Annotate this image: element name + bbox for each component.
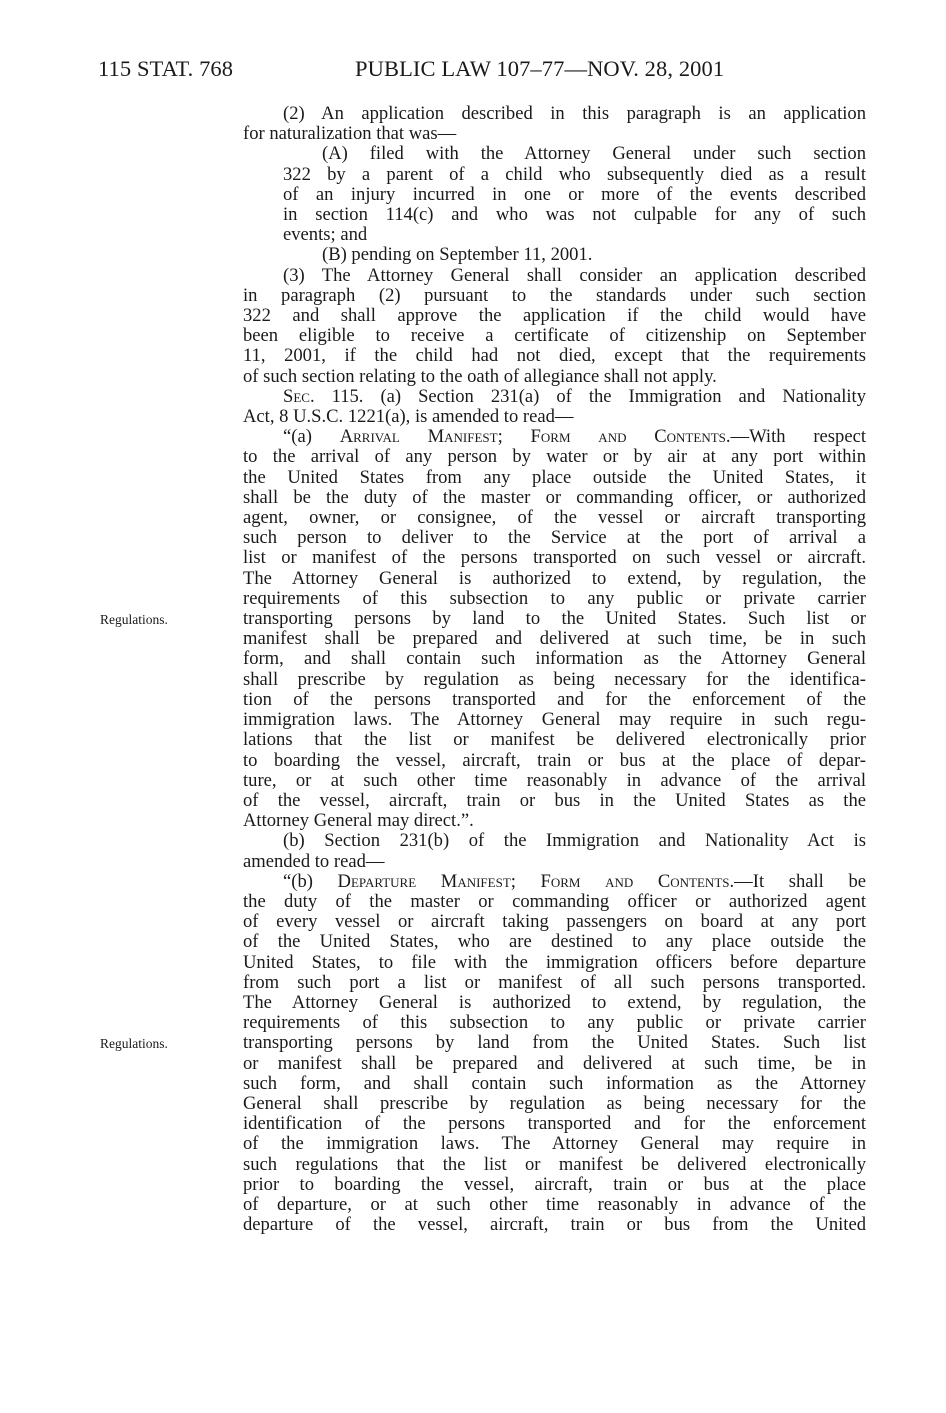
text-line bbox=[243, 932, 866, 952]
line-text: of the immigration laws. The Attorney General may require in bbox=[243, 1133, 866, 1155]
line-text: tion of the persons transported and for the enforcement of the bbox=[243, 688, 866, 710]
text-line bbox=[243, 165, 866, 185]
text-line bbox=[243, 1114, 866, 1134]
text-line bbox=[243, 1013, 866, 1033]
text-line bbox=[243, 973, 866, 993]
line-text: The Attorney General is authorized to extend, by regulation, the bbox=[243, 991, 866, 1013]
text-line bbox=[243, 306, 866, 326]
text-line bbox=[243, 124, 866, 144]
line-text: to boarding the vessel, aircraft, train or bus at the place of depar- bbox=[243, 749, 866, 771]
line-text: United States, to file with the immigration officers before departure bbox=[243, 951, 866, 973]
text-line bbox=[243, 1195, 866, 1215]
line-text: in paragraph (2) pursuant to the standards under such section bbox=[243, 284, 866, 306]
text-line bbox=[243, 953, 866, 973]
text-line bbox=[243, 912, 866, 932]
text-line bbox=[243, 1155, 866, 1175]
small-caps-heading: Sec. bbox=[283, 385, 315, 407]
line-text: 322 and shall approve the application if the child would have bbox=[243, 305, 866, 327]
line-text: events; and bbox=[283, 224, 368, 246]
text-line bbox=[243, 649, 866, 669]
text-line bbox=[243, 225, 866, 245]
margin-note: Regulations. bbox=[100, 612, 168, 628]
text-line bbox=[243, 569, 866, 589]
page-stat-number: 115 STAT. 768 bbox=[98, 56, 234, 81]
line-text: such form, and shall contain such information as the Attorney bbox=[243, 1072, 866, 1094]
line-text: 115. (a) Section 231(a) of the Immigration and Nationality bbox=[314, 385, 866, 407]
line-text: or manifest shall be prepared and delivered at such time, be in bbox=[243, 1052, 866, 1074]
line-text: manifest shall be prepared and delivered at such time, be in such bbox=[243, 628, 866, 650]
line-text: such regulations that the list or manifest be delivered electronically bbox=[243, 1153, 866, 1175]
subparagraph bbox=[243, 245, 866, 265]
line-text: General shall prescribe by regulation as being necessary for the bbox=[243, 1092, 866, 1114]
line-text: of such section relating to the oath of allegiance shall not apply. bbox=[243, 365, 717, 387]
text-line bbox=[243, 387, 866, 407]
text-line bbox=[243, 447, 866, 467]
line-text: of departure, or at such other time reasonably in advance of the bbox=[243, 1193, 866, 1215]
running-header-title: PUBLIC LAW 107–77—NOV. 28, 2001 bbox=[355, 56, 725, 81]
line-text: to the arrival of any person by water or by air at any port within bbox=[243, 446, 866, 468]
small-caps-heading: Departure Manifest; Form and Contents. bbox=[337, 870, 735, 892]
line-text: from such port a list or manifest of all such persons transported. bbox=[243, 971, 866, 993]
line-text: (b) Section 231(b) of the Immigration and Nationality Act is bbox=[283, 830, 866, 852]
text-line bbox=[243, 326, 866, 346]
line-text: shall be the duty of the master or commanding officer, or authorized bbox=[243, 486, 866, 508]
line-text: (B) pending on September 11, 2001. bbox=[322, 244, 593, 266]
text-line bbox=[243, 771, 866, 791]
document-body bbox=[100, 103, 866, 1236]
line-text: the United States from any place outside the United States, it bbox=[243, 466, 866, 488]
line-text: requirements of this subsection to any public or private carrier bbox=[243, 1012, 866, 1034]
line-text: in section 114(c) and who was not culpable for any of such bbox=[283, 204, 866, 226]
line-text: Attorney General may direct.”. bbox=[243, 810, 474, 832]
text-line bbox=[243, 710, 866, 730]
text-line bbox=[243, 427, 866, 447]
text-line bbox=[243, 1134, 866, 1154]
line-text: of the vessel, aircraft, train or bus in the United States as the bbox=[243, 789, 866, 811]
line-text: Act, 8 U.S.C. 1221(a), is amended to read— bbox=[243, 406, 574, 428]
text-line bbox=[243, 488, 866, 508]
text-line bbox=[243, 791, 866, 811]
text-line bbox=[243, 629, 866, 649]
lead-text: “(a) bbox=[283, 426, 340, 448]
line-text: prior to boarding the vessel, aircraft, train or bus at the place bbox=[243, 1173, 866, 1195]
line-text: of every vessel or aircraft taking passengers on board at any port bbox=[243, 911, 866, 933]
text-line bbox=[243, 407, 866, 427]
text-line bbox=[243, 730, 866, 750]
text-line bbox=[100, 1032, 866, 1054]
text-line bbox=[243, 548, 866, 568]
text-line bbox=[243, 892, 866, 912]
line-text: The Attorney General is authorized to extend, by regulation, the bbox=[243, 567, 866, 589]
text-line bbox=[243, 690, 866, 710]
text-line bbox=[243, 528, 866, 548]
line-text: been eligible to receive a certificate of citizenship on September bbox=[243, 325, 866, 347]
text-line bbox=[243, 852, 866, 872]
margin-note: Regulations. bbox=[100, 1036, 168, 1052]
lead-text: “(b) bbox=[283, 870, 338, 892]
text-line bbox=[243, 811, 866, 831]
text-line bbox=[243, 831, 866, 851]
text-line bbox=[243, 1175, 866, 1195]
text-line bbox=[243, 993, 866, 1013]
text-line bbox=[243, 144, 866, 164]
line-text: of the United States, who are destined to any place outside the bbox=[243, 931, 866, 953]
paragraph bbox=[100, 870, 866, 1236]
paragraph bbox=[100, 426, 866, 832]
small-caps-heading: Arrival Manifest; Form and Contents. bbox=[339, 426, 731, 448]
text-line bbox=[243, 104, 866, 124]
line-text: of an injury incurred in one or more of the events described bbox=[283, 183, 866, 205]
line-text: immigration laws. The Attorney General may require in such regu- bbox=[243, 709, 866, 731]
line-text: —With respect bbox=[730, 426, 866, 448]
line-text: shall prescribe by regulation as being necessary for the identifica- bbox=[243, 668, 866, 690]
text-line bbox=[243, 872, 866, 892]
line-text: form, and shall contain such information as the Attorney General bbox=[243, 648, 866, 670]
text-line bbox=[243, 245, 866, 265]
line-text: transporting persons by land from the United States. Such list bbox=[243, 1032, 866, 1054]
line-text: (2) An application described in this paragraph is an application bbox=[283, 103, 866, 124]
text-line bbox=[243, 185, 866, 205]
paragraph bbox=[243, 831, 866, 871]
text-line bbox=[243, 468, 866, 488]
subparagraph bbox=[243, 144, 866, 245]
line-text: list or manifest of the persons transported on such vessel or aircraft. bbox=[243, 547, 866, 569]
line-text: lations that the list or manifest be delivered electronically prior bbox=[243, 729, 866, 751]
text-line bbox=[243, 751, 866, 771]
line-text: agent, owner, or consignee, of the vessel or aircraft transporting bbox=[243, 507, 866, 529]
text-line bbox=[243, 670, 866, 690]
text-line bbox=[243, 1094, 866, 1114]
line-text: (3) The Attorney General shall consider an application described bbox=[283, 264, 866, 286]
text-line bbox=[243, 1074, 866, 1094]
line-text: —It shall be bbox=[734, 870, 866, 892]
paragraph bbox=[243, 104, 866, 144]
line-text: (A) filed with the Attorney General under such section bbox=[322, 143, 866, 165]
text-line bbox=[243, 346, 866, 366]
paragraph bbox=[243, 266, 866, 387]
line-text: amended to read— bbox=[243, 850, 385, 872]
line-text: transporting persons by land to the United States. Such list or bbox=[243, 608, 866, 630]
text-line bbox=[243, 1215, 866, 1235]
text-line bbox=[243, 1054, 866, 1074]
line-text: the duty of the master or commanding officer or authorized agent bbox=[243, 890, 866, 912]
text-line bbox=[243, 508, 866, 528]
text-line bbox=[243, 286, 866, 306]
text-line bbox=[100, 608, 866, 630]
line-text: requirements of this subsection to any public or private carrier bbox=[243, 587, 866, 609]
line-text: departure of the vessel, aircraft, train or bus from the United bbox=[243, 1214, 866, 1236]
line-text: 11, 2001, if the child had not died, except that the requirements bbox=[243, 345, 866, 367]
line-text: 322 by a parent of a child who subsequently died as a result bbox=[283, 163, 866, 185]
paragraph bbox=[243, 387, 866, 427]
line-text: for naturalization that was— bbox=[243, 123, 457, 145]
text-line bbox=[243, 589, 866, 609]
line-text: such person to deliver to the Service at the port of arrival a bbox=[243, 527, 866, 549]
text-line bbox=[243, 205, 866, 225]
text-line bbox=[243, 266, 866, 286]
line-text: identification of the persons transported and for the enforcement bbox=[243, 1113, 866, 1135]
text-line bbox=[243, 367, 866, 387]
line-text: ture, or at such other time reasonably in advance of the arrival bbox=[243, 769, 866, 791]
